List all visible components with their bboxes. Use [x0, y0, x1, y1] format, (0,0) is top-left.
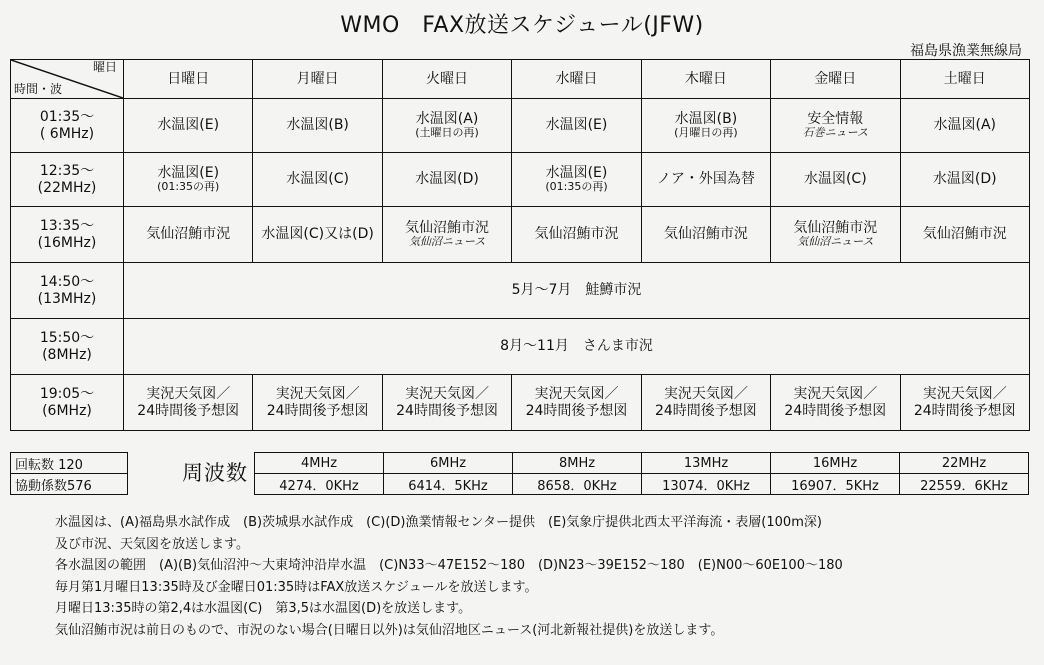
season-program-cell: 5月～7月 鮭鱒市況 — [124, 263, 1030, 319]
program-title: 実況天気図／ — [275, 386, 360, 403]
time-cell — [11, 99, 124, 153]
program-title-line2: 24時間後予想図 — [784, 402, 887, 419]
program-cell — [124, 99, 253, 153]
time-cell — [11, 207, 124, 263]
program-cell — [253, 207, 382, 263]
program-cell — [771, 207, 900, 263]
program-cell — [641, 207, 770, 263]
season-program-cell: 8月～11月 さんま市況 — [124, 319, 1030, 375]
program-title: 実況天気図／ — [922, 386, 1007, 403]
program-title: 気仙沼鮪市況 — [793, 220, 878, 237]
frequency-value-cell: 4274．0KHz — [255, 474, 384, 495]
program-title: 実況天気図／ — [405, 386, 490, 403]
program-cell — [253, 375, 382, 431]
program-cell — [253, 153, 382, 207]
program-title-line2: 24時間後予想図 — [137, 402, 240, 419]
program-note: (01:35の再) — [157, 180, 220, 194]
program-cell — [124, 375, 253, 431]
schedule-row — [11, 375, 1030, 431]
band-cell: 13MHz — [642, 453, 771, 474]
program-note: (土曜日の再) — [415, 126, 479, 140]
program-cell — [382, 375, 511, 431]
program-title: 水温図(C)又は(D) — [261, 226, 374, 243]
schedule-row — [11, 207, 1030, 263]
time-label: 12:35～ — [39, 163, 95, 180]
day-header-tue: 火曜日 — [382, 60, 511, 99]
program-title-line2: 24時間後予想図 — [654, 402, 757, 419]
frequency-band-label: (6MHz) — [42, 402, 92, 419]
day-header-sat: 土曜日 — [900, 60, 1029, 99]
program-cell — [771, 375, 900, 431]
note-line: 水温図は、(A)福島県水試作成 (B)茨城県水試作成 (C)(D)漁業情報センター提供 (E)気象庁提供北西太平洋海流・表層(100m深) — [55, 515, 822, 530]
program-alt-note: 石巻ニュース — [802, 126, 869, 140]
time-cell — [11, 375, 124, 431]
frequency-value-cell: 8658．0KHz — [513, 474, 642, 495]
corner-time-label: 時間・波 — [14, 82, 63, 97]
program-cell — [124, 207, 253, 263]
frequency-value-cell: 6414．5KHz — [384, 474, 513, 495]
program-cell — [771, 99, 900, 153]
time-label: 01:35～ — [39, 109, 95, 126]
program-title: 気仙沼鮪市況 — [922, 226, 1007, 243]
day-header-mon: 月曜日 — [253, 60, 382, 99]
program-title: 実況天気図／ — [534, 386, 619, 403]
time-cell — [11, 319, 124, 375]
frequency-label: 周波数 — [182, 461, 248, 485]
note-line: 気仙沼鮪市況は前日のもので、市況のない場合(日曜日以外)は気仙沼地区ニュース(河北新報社提供)を放送します。 — [55, 622, 724, 638]
frequency-band-label: ( 6MHz) — [39, 125, 95, 142]
program-title: 水温図(E) — [545, 165, 608, 182]
program-title: 水温図(B) — [674, 111, 738, 128]
program-title: 水温図(C) — [286, 171, 349, 188]
band-cell: 4MHz — [255, 453, 384, 474]
frequency-band-label: (16MHz) — [37, 234, 97, 251]
frequency-band-label: (22MHz) — [37, 179, 97, 196]
program-title: 実況天気図／ — [146, 386, 231, 403]
program-note: (月曜日の再) — [674, 126, 738, 140]
time-label: 13:35～ — [39, 218, 95, 235]
note-line: 各水温図の範囲 (A)(B)気仙沼沖～大東埼沖沿岸水温 (C)N33～47E152～180 (D)N23～39E152～180 (E)N00～60E100～180 — [55, 558, 843, 573]
program-title: 水温図(C) — [803, 171, 867, 188]
program-cell — [771, 153, 900, 207]
program-title: 水温図(A) — [415, 111, 479, 128]
rotation-rpm: 回転数 120 — [11, 453, 128, 474]
band-cell: 22MHz — [900, 453, 1029, 474]
frequency-value-row — [255, 474, 1029, 495]
time-cell — [11, 153, 124, 207]
page-title: WMO FAX放送スケジュール(JFW) — [340, 13, 704, 38]
header-corner — [11, 60, 124, 99]
program-cell — [512, 153, 641, 207]
program-cell — [124, 153, 253, 207]
program-cell — [900, 207, 1029, 263]
band-cell: 6MHz — [384, 453, 513, 474]
schedule-row — [11, 263, 1030, 319]
program-alt-note: 気仙沼ニュース — [797, 235, 874, 249]
notes-block — [55, 512, 843, 641]
day-header-wed: 水曜日 — [512, 60, 641, 99]
program-cell — [900, 153, 1029, 207]
program-title-line2: 24時間後予想図 — [396, 402, 498, 419]
program-title: 水温図(D) — [932, 171, 997, 188]
program-cell — [641, 375, 770, 431]
program-cell — [900, 375, 1029, 431]
time-label: 14:50～ — [39, 274, 95, 291]
day-header-thu: 木曜日 — [641, 60, 770, 99]
day-header-sun: 日曜日 — [124, 60, 253, 99]
program-title: 水温図(A) — [933, 117, 997, 134]
program-title: 気仙沼鮪市況 — [534, 226, 619, 243]
rotation-ioc: 協動係数576 — [11, 474, 128, 495]
program-title-line2: 24時間後予想図 — [525, 402, 628, 419]
program-title-line2: 24時間後予想図 — [266, 402, 369, 419]
program-title: 気仙沼鮪市況 — [663, 226, 748, 243]
program-title-line2: 24時間後予想図 — [913, 402, 1016, 419]
program-cell — [382, 99, 511, 153]
frequency-band-label: (13MHz) — [37, 290, 97, 307]
program-title: 実況天気図／ — [793, 386, 878, 403]
note-line: 毎月第1月曜日13:35時及び金曜日01:35時はFAX放送スケジュールを放送します。 — [55, 579, 538, 595]
program-title: 水温図(B) — [286, 117, 349, 134]
schedule-row — [11, 319, 1030, 375]
program-title: 安全情報 — [807, 111, 864, 128]
schedule-row — [11, 153, 1030, 207]
frequency-band-label: (8MHz) — [42, 346, 92, 363]
program-cell — [641, 99, 770, 153]
time-label: 15:50～ — [39, 330, 95, 347]
band-cell: 16MHz — [771, 453, 900, 474]
program-cell — [641, 153, 770, 207]
program-cell — [382, 207, 511, 263]
program-cell — [512, 375, 641, 431]
program-title: 水温図(E) — [545, 117, 608, 134]
frequency-table — [254, 452, 1029, 495]
schedule-row — [11, 99, 1030, 153]
issuer-name: 福島県漁業無線局 — [910, 43, 1022, 59]
frequency-value-cell: 22559．6KHz — [900, 474, 1029, 495]
program-note: (01:35の再) — [545, 180, 608, 194]
header-row — [11, 60, 1030, 99]
time-label: 19:05～ — [39, 386, 95, 403]
program-title: 実況天気図／ — [663, 386, 748, 403]
program-title: 水温図(E) — [157, 117, 220, 134]
note-line: 月曜日13:35時の第2,4は水温図(C) 第3,5は水温図(D)を放送します。 — [55, 601, 472, 616]
program-title: ノア・外国為替 — [656, 171, 755, 188]
program-title: 気仙沼鮪市況 — [146, 226, 231, 243]
program-title: 水温図(D) — [415, 171, 479, 188]
note-line: 及び市況、天気図を放送します。 — [55, 536, 249, 552]
program-cell — [382, 153, 511, 207]
program-cell — [512, 99, 641, 153]
program-alt-note: 気仙沼ニュース — [408, 235, 486, 249]
schedule-body — [11, 99, 1030, 431]
band-cell: 8MHz — [513, 453, 642, 474]
program-title: 水温図(E) — [157, 165, 220, 182]
program-cell — [900, 99, 1029, 153]
frequency-value-cell: 16907．5KHz — [771, 474, 900, 495]
program-title: 気仙沼鮪市況 — [405, 220, 490, 237]
program-cell — [512, 207, 641, 263]
day-header-fri: 金曜日 — [771, 60, 900, 99]
rotation-table — [10, 452, 128, 495]
frequency-band-row — [255, 453, 1029, 474]
frequency-value-cell: 13074．0KHz — [642, 474, 771, 495]
time-cell — [11, 263, 124, 319]
schedule-table — [10, 59, 1030, 431]
program-cell — [253, 99, 382, 153]
corner-day-label: 曜日 — [92, 60, 117, 74]
